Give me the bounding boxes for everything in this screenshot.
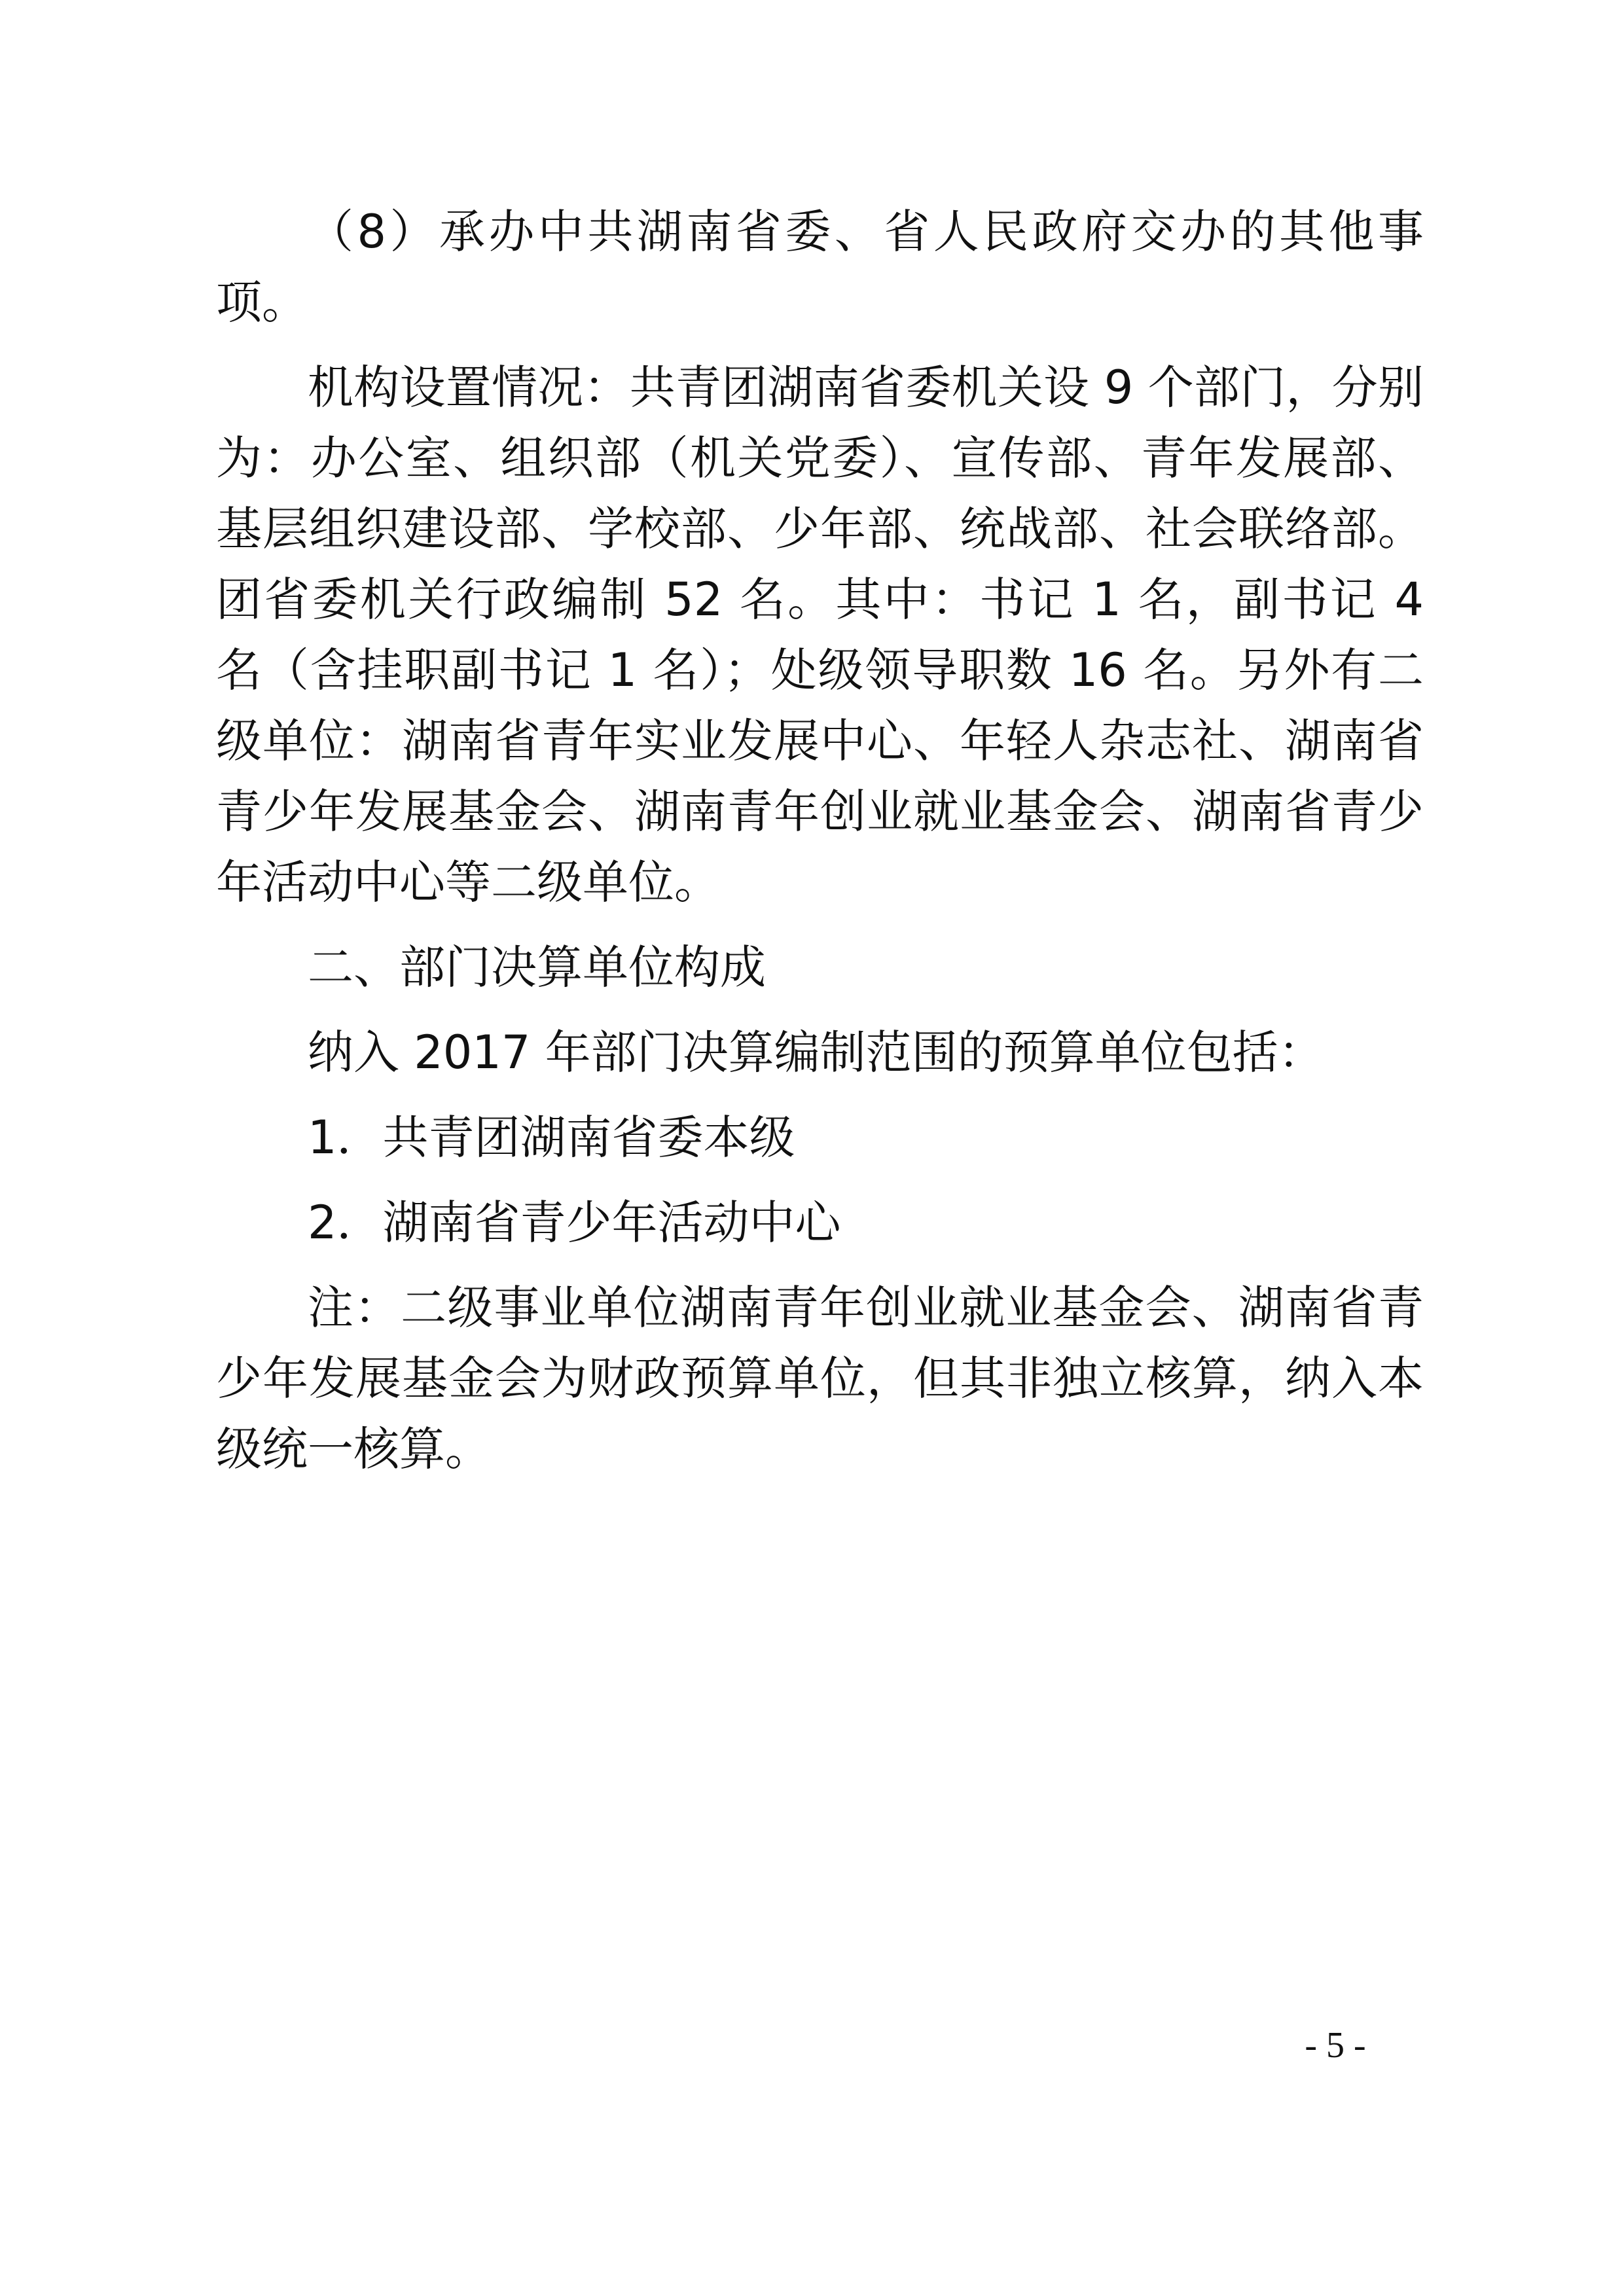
list-item-unit-1: 1．共青团湖南省委本级 xyxy=(308,1111,795,1164)
section-heading-unit-composition: 二、部门决算单位构成 xyxy=(308,941,766,994)
paragraph-organization-setup: 机构设置情况：共青团湖南省委机关设 9 个部门，分别为：办公室、组织部（机关党委）、宣传部、青年发展部、基层组织建设部、学校部、少年部、统战部、社会联络部。团省委机关行政编制 52 名。其中：书记 1 名，副书记 4 名（含挂职副书记 1 名）；处级领导职数 16 名。另外有二级单位：湖南省青年实业发展中心、年轻人杂志社、湖南省青少年发展基金会、湖南青年创业就业基金会、湖南省青少年活动中心等二级单位。 xyxy=(216,361,1424,909)
page-number: - 5 - xyxy=(1305,2025,1366,2066)
list-item-unit-2: 2．湖南省青少年活动中心 xyxy=(308,1196,841,1249)
paragraph-note: 注：二级事业单位湖南青年创业就业基金会、湖南省青少年发展基金会为财政预算单位，但其非独立核算，纳入本级统一核算。 xyxy=(216,1281,1424,1476)
document-body xyxy=(216,196,1424,1499)
paragraph-item-8: （8）承办中共湖南省委、省人民政府交办的其他事项。 xyxy=(216,205,1424,329)
paragraph-budget-units-intro: 纳入 2017 年部门决算编制范围的预算单位包括： xyxy=(308,1026,1324,1079)
